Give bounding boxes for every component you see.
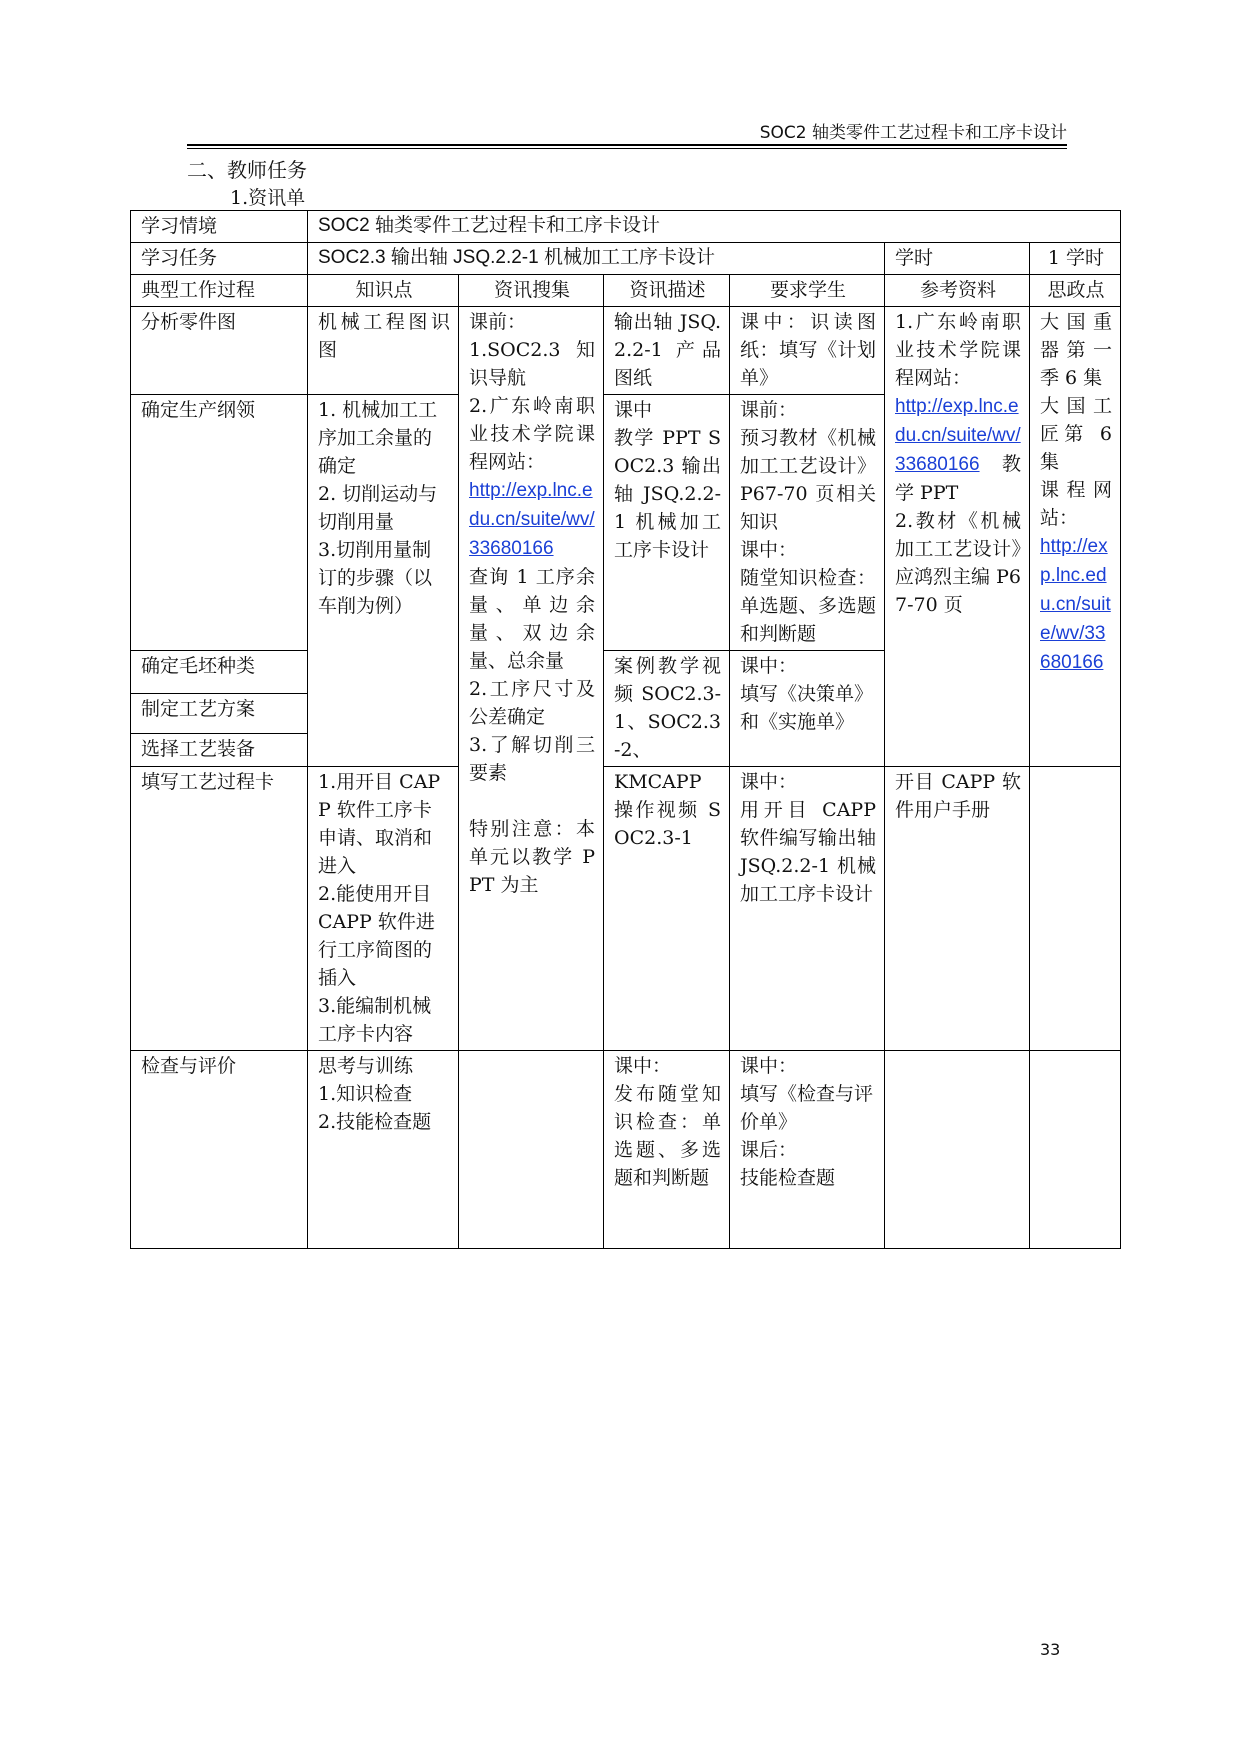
info-sheet-table bbox=[130, 210, 1121, 1249]
ref-cell bbox=[885, 307, 1030, 767]
ideo-link[interactable]: http://exp.lnc.edu.cn/suite/wv/33680166 bbox=[1040, 536, 1111, 673]
table-row bbox=[131, 1051, 1121, 1249]
hours-label: 学时 bbox=[885, 243, 1030, 275]
collect-empty-cell bbox=[459, 1051, 604, 1249]
require-decision-sheet: 课中： 填写《决策单》和《实施单》 bbox=[730, 651, 885, 767]
ref-text-a: 1.广东岭南职业技术学院课程网站： bbox=[895, 311, 1021, 389]
situation-value: SOC2 轴类零件工艺过程卡和工序卡设计 bbox=[308, 211, 1121, 243]
col-header-process: 典型工作过程 bbox=[131, 275, 308, 307]
task-value: SOC2.3 输出轴 JSQ.2.2-1 机械加工工序卡设计 bbox=[308, 243, 885, 275]
col-header-require: 要求学生 bbox=[730, 275, 885, 307]
task-row bbox=[131, 243, 1121, 275]
desc-teaching-ppt: 课中 教学 PPT SOC2.3 输出轴 JSQ.2.2-1 机械加工工序卡设计 bbox=[604, 395, 730, 651]
column-header-row bbox=[131, 275, 1121, 307]
process-blank-type: 确定毛坯种类 bbox=[131, 651, 308, 694]
process-equipment: 选择工艺装备 bbox=[131, 734, 308, 767]
page-header: SOC2 轴类零件工艺过程卡和工序卡设计 bbox=[759, 123, 1067, 143]
ideo-cell bbox=[1030, 307, 1121, 767]
require-preview: 课前： 预习教材《机械加工工艺设计》P67-70 页相关知识 课中： 随堂知识检查：单选题、多选题和判断题 bbox=[730, 395, 885, 651]
section-title: 二、教师任务 bbox=[187, 158, 307, 182]
process-fill-card: 填写工艺过程卡 bbox=[131, 767, 308, 1051]
header-rule bbox=[187, 144, 1067, 146]
knowledge-allowance: 1. 机械加工工序加工余量的确定 2. 切削运动与切削用量 3.切削用量制订的步骤（以车削为例） bbox=[308, 395, 459, 767]
header-rule-thin bbox=[187, 148, 1067, 149]
process-production-program: 确定生产纲领 bbox=[131, 395, 308, 651]
col-header-knowledge: 知识点 bbox=[308, 275, 459, 307]
subsection-title: 1.资讯单 bbox=[230, 187, 306, 209]
knowledge-drawing: 机械工程图识图 bbox=[308, 307, 459, 395]
col-header-collect: 资讯搜集 bbox=[459, 275, 604, 307]
require-plan-sheet: 课中：识读图纸：填写《计划单》 bbox=[730, 307, 885, 395]
desc-case-video: 案例教学视频 SOC2.3-1、SOC2.3-2、 bbox=[604, 651, 730, 767]
ideo-empty-cell bbox=[1030, 1051, 1121, 1249]
ref-text-b: 教学 PPT 2.教材《机械加工工艺设计》应鸿烈主编 P67-70 页 bbox=[895, 453, 1021, 616]
desc-product-drawing: 输出轴 JSQ.2.2-1 产品图纸 bbox=[604, 307, 730, 395]
knowledge-training: 思考与训练 1.知识检查 2.技能检查题 bbox=[308, 1051, 459, 1249]
situation-row bbox=[131, 211, 1121, 243]
collect-text-a: 课前： 1.SOC2.3 知识导航 2.广东岭南职业技术学院课程网站： bbox=[469, 311, 595, 473]
table-row bbox=[131, 307, 1121, 395]
collect-link[interactable]: http://exp.lnc.edu.cn/suite/wv/33680166 bbox=[469, 480, 595, 559]
collect-cell bbox=[459, 307, 604, 1051]
ideo-text-a: 大国重器第一季 6 集 大国工匠第 6 集 课程网站： bbox=[1040, 311, 1112, 529]
ref-link[interactable]: http://exp.lnc.edu.cn/suite/wv/33680166 bbox=[895, 396, 1021, 475]
knowledge-capp: 1.用开目 CAPP 软件工序卡申请、取消和进入 2.能使用开目 CAPP 软件进行工序简图的插入 3.能编制机械工序卡内容 bbox=[308, 767, 459, 1051]
process-analyze-drawing: 分析零件图 bbox=[131, 307, 308, 395]
collect-text-b: 查询 1 工序余量、单边余量、双边余量、总余量 2.工序尺寸及公差确定 3.了解切削三要素 特别注意：本单元以教学 PPT 为主 bbox=[469, 566, 595, 896]
page-number: 33 bbox=[1040, 1640, 1061, 1659]
situation-label: 学习情境 bbox=[131, 211, 308, 243]
process-scheme: 制定工艺方案 bbox=[131, 693, 308, 734]
task-label: 学习任务 bbox=[131, 243, 308, 275]
desc-kmcapp-video: KMCAPP 操作视频 SOC2.3-1 bbox=[604, 767, 730, 1051]
table-row bbox=[131, 767, 1121, 1051]
require-capp-card: 课中： 用开目 CAPP 软件编写输出轴 JSQ.2.2-1 机械加工工序卡设计 bbox=[730, 767, 885, 1051]
desc-quiz: 课中： 发布随堂知识检查：单选题、多选题和判断题 bbox=[604, 1051, 730, 1249]
ref-capp-manual: 开目 CAPP 软件用户手册 bbox=[885, 767, 1030, 1051]
col-header-desc: 资讯描述 bbox=[604, 275, 730, 307]
col-header-ideo: 思政点 bbox=[1030, 275, 1121, 307]
hours-value: 1 学时 bbox=[1030, 243, 1121, 275]
require-evaluation-sheet: 课中： 填写《检查与评价单》 课后： 技能检查题 bbox=[730, 1051, 885, 1249]
process-check-evaluate: 检查与评价 bbox=[131, 1051, 308, 1249]
ref-empty-cell bbox=[885, 1051, 1030, 1249]
ideo-empty-cell bbox=[1030, 767, 1121, 1051]
col-header-ref: 参考资料 bbox=[885, 275, 1030, 307]
